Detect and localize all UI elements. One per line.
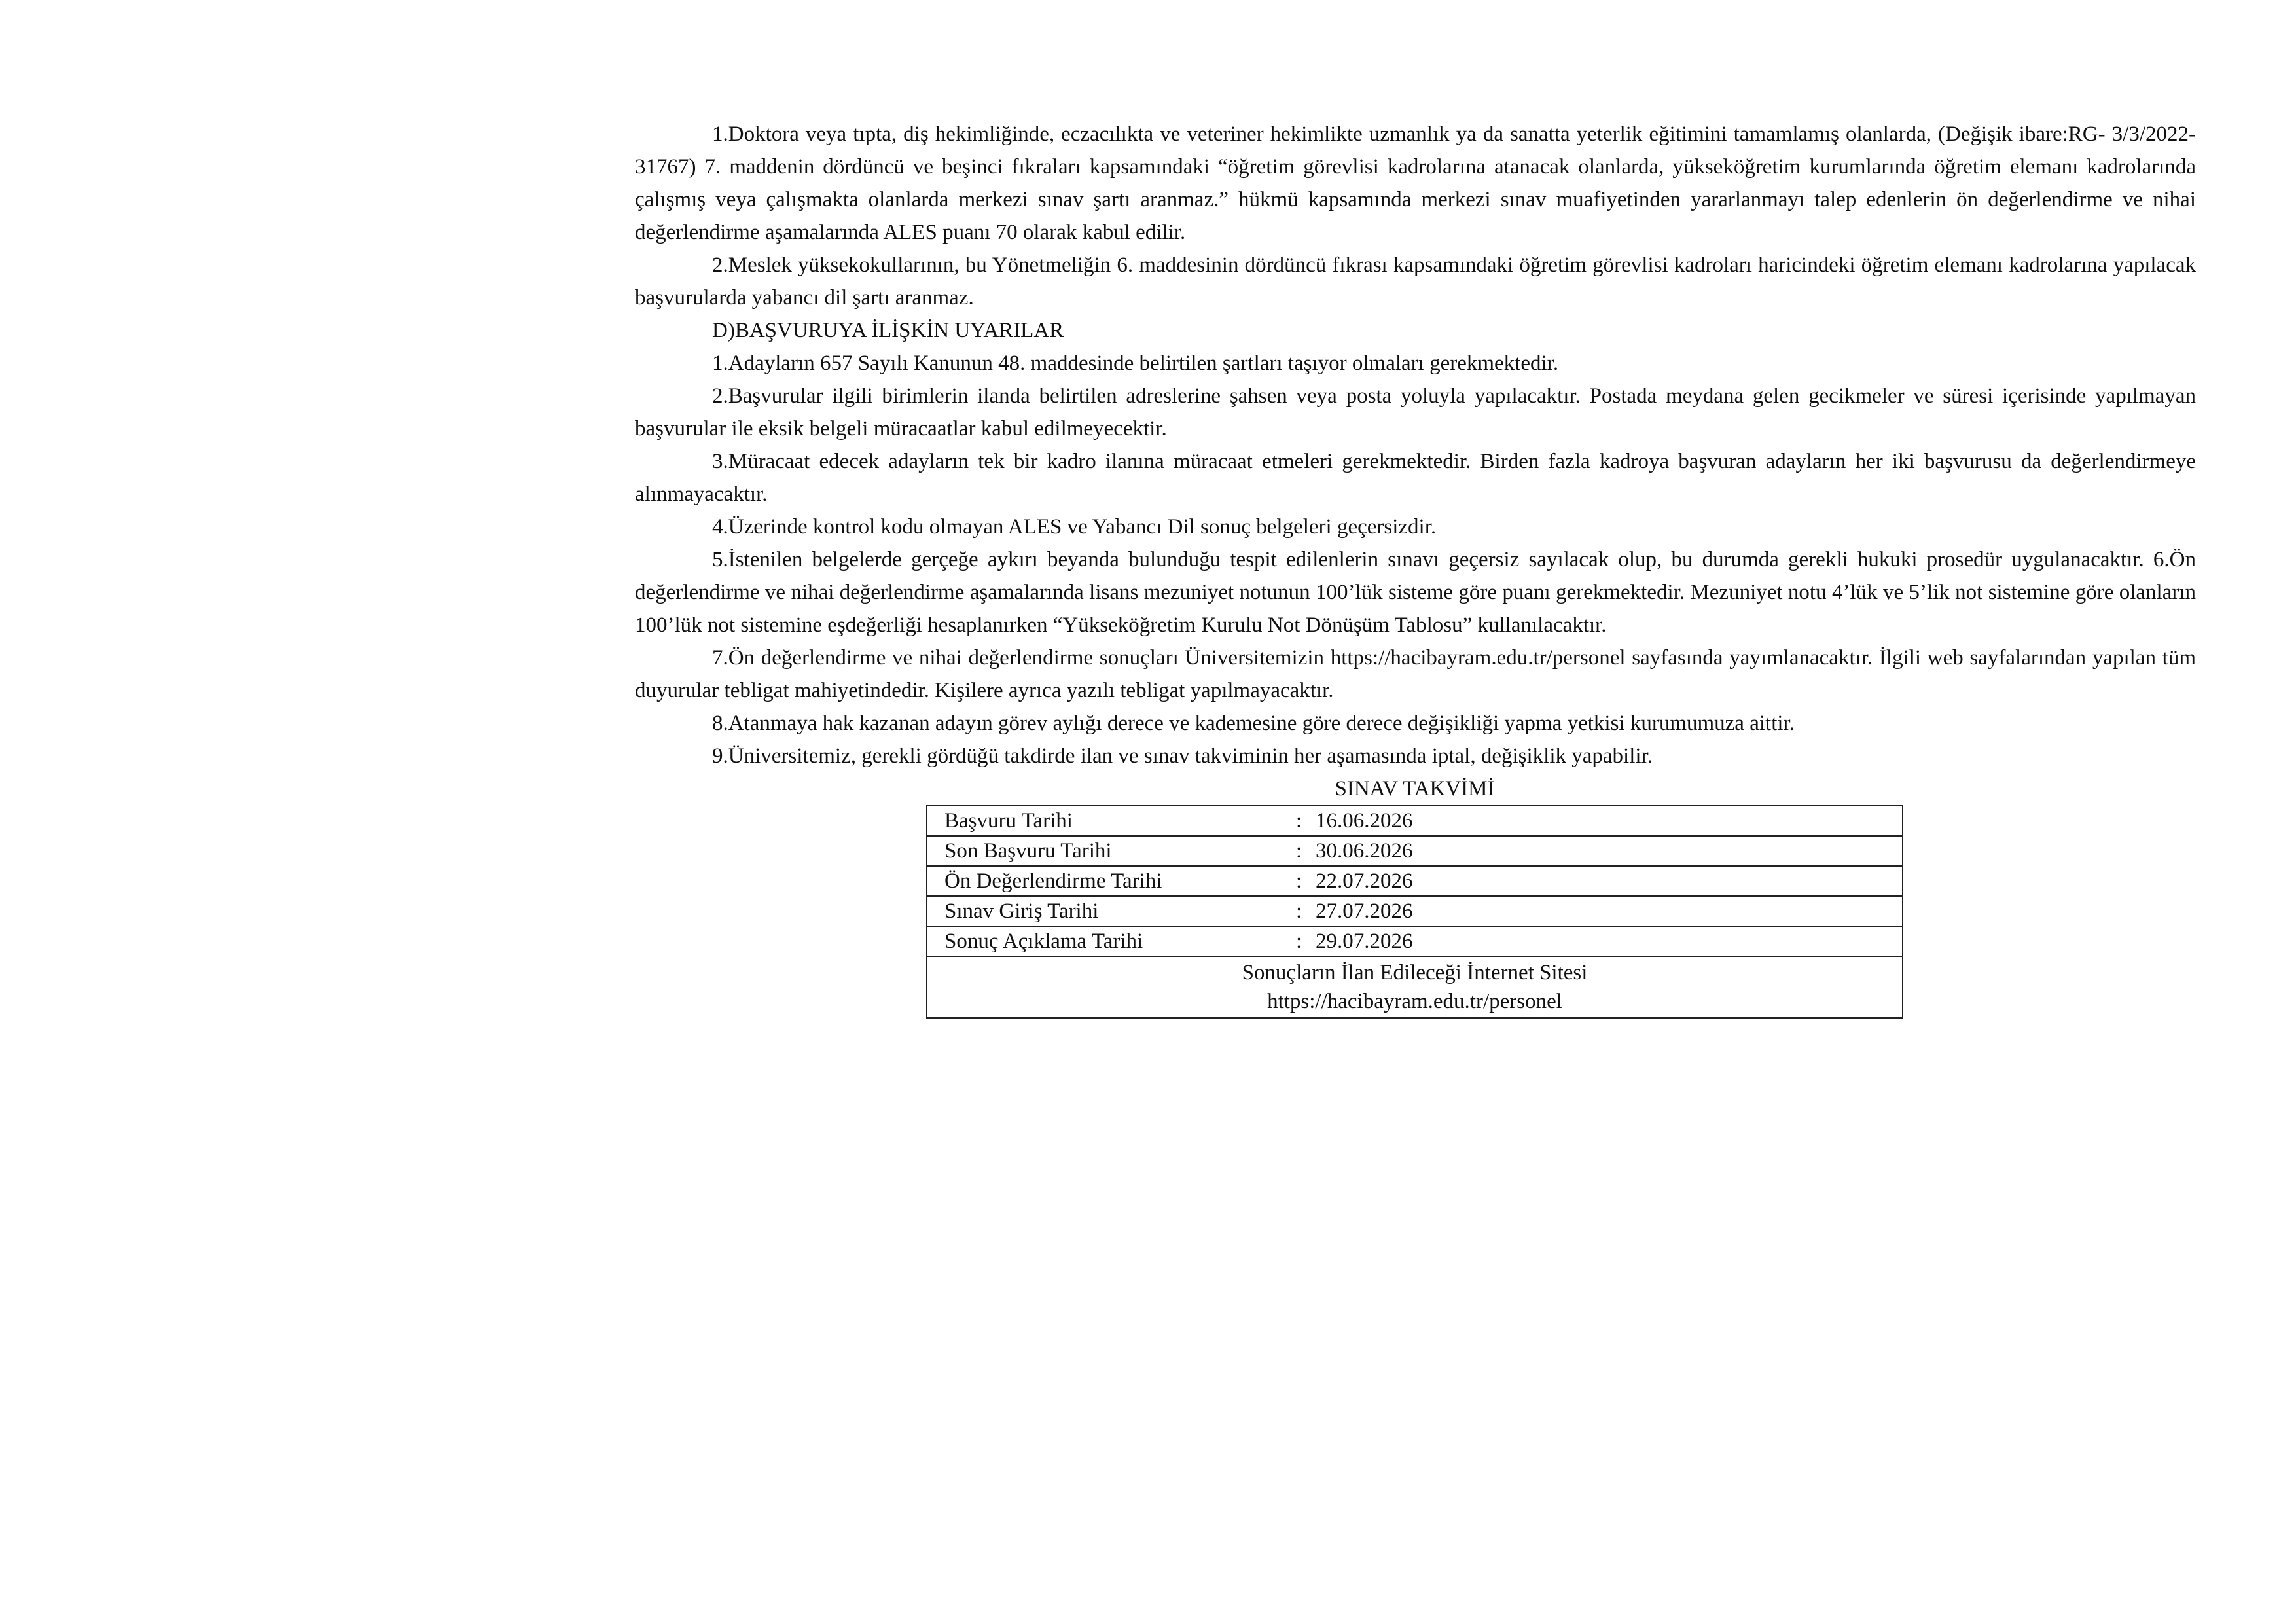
calendar-row	[927, 866, 1903, 896]
calendar-row-date: 29.07.2026	[1316, 929, 1413, 953]
paragraph-ales-exemption: 1.Doktora veya tıpta, diş hekimliğinde, eczacılıkta ve veteriner hekimlikte uzmanlık ya da sanatta yeterlik eğitimini tamamlamış olanlarda, (Değişik ibare:RG- 3/3/2022- 31767) 7. maddenin dördüncü ve beşinci fıkraları kapsamındaki “öğretim görevlisi kadrolarına atanacak olanlarda, yükseköğretim kurumlarında öğretim elemanı kadrolarında çalışmış veya çalışmakta olanlarda merkezi sınav şartı aranmaz.” hükmü kapsamında merkezi sınav muafiyetinden yararlanmayı talep edenlerin ön değerlendirme ve nihai değerlendirme aşamalarında ALES puanı 70 olarak kabul edilir.	[635, 122, 2196, 244]
calendar-row-separator: :	[1296, 899, 1302, 923]
results-website-title: Sonuçların İlan Edileceği İnternet Sitesi	[1242, 961, 1588, 984]
calendar-row-label: Ön Değerlendirme Tarihi	[944, 869, 1162, 893]
calendar-row-separator: :	[1296, 809, 1302, 833]
calendar-row	[927, 836, 1903, 866]
warning-item-3: 3.Müracaat edecek adayların tek bir kadro ilanına müracaat etmeleri gerekmektedir. Birden fazla kadroya başvuran adayların her iki başvurusu da değerlendirmeye alınmayacaktır.	[635, 450, 2196, 506]
document-body	[635, 118, 2196, 1019]
calendar-row-label: Son Başvuru Tarihi	[944, 839, 1112, 863]
calendar-row-date: 27.07.2026	[1316, 899, 1413, 923]
exam-calendar-table	[926, 805, 1903, 1019]
warning-item-7: 7.Ön değerlendirme ve nihai değerlendirme sonuçları Üniversitemizin https://hacibayram.edu.tr/personel sayfasında yayımlanacaktır. İlgili web sayfalarından yapılan tüm duyurular tebligat mahiyetindedir. Kişilere ayrıca yazılı tebligat yapılmayacaktır.	[635, 646, 2196, 702]
calendar-row-label: Başvuru Tarihi	[944, 809, 1073, 833]
calendar-row-label: Sınav Giriş Tarihi	[944, 899, 1099, 923]
calendar-row	[927, 806, 1903, 836]
calendar-row-separator: :	[1296, 869, 1302, 893]
calendar-row-date: 22.07.2026	[1316, 869, 1413, 893]
warning-item-5: 5.İstenilen belgelerde gerçeğe aykırı beyanda bulunduğu tespit edilenlerin sınavı geçersiz sayılacak olup, bu durumda gerekli hukuki prosedür uygulanacaktır. 6.Ön değerlendirme ve nihai değerlendirme aşamalarında lisans mezuniyet notunun 100’lük sisteme göre puanı gerekmektedir. Mezuniyet notu 4’lük ve 5’lik not sistemine göre olanların 100’lük not sistemine eşdeğerliği hesaplanırken “Yükseköğretim Kurulu Not Dönüşüm Tablosu” kullanılacaktır.	[635, 548, 2196, 637]
calendar-row-date: 30.06.2026	[1316, 839, 1413, 863]
warning-item-9: 9.Üniversitemiz, gerekli gördüğü takdirde ilan ve sınav takviminin her aşamasında iptal, değişiklik yapabilir.	[712, 744, 1653, 768]
warning-item-4: 4.Üzerinde kontrol kodu olmayan ALES ve Yabancı Dil sonuç belgeleri geçersizdir.	[712, 515, 1437, 539]
calendar-row-separator: :	[1296, 839, 1302, 863]
results-website-url: https://hacibayram.edu.tr/personel	[1267, 990, 1562, 1013]
calendar-row-label: Sonuç Açıklama Tarihi	[944, 929, 1143, 953]
warning-item-2: 2.Başvurular ilgili birimlerin ilanda belirtilen adreslerine şahsen veya posta yoluyla yapılacaktır. Postada meydana gelen gecikmeler ve süresi içerisinde yapılmayan başvurular ile eksik belgeli müracaatlar kabul edilmeyecektir.	[635, 384, 2196, 441]
calendar-row	[927, 926, 1903, 956]
section-heading: D)BAŞVURUYA İLİŞKİN UYARILAR	[712, 319, 1064, 342]
calendar-row	[927, 896, 1903, 926]
warning-item-1: 1.Adayların 657 Sayılı Kanunun 48. maddesinde belirtilen şartları taşıyor olmaları gerekmektedir.	[712, 352, 1559, 375]
exam-calendar-title: SINAV TAKVİMİ	[1335, 777, 1495, 801]
calendar-footer-row	[927, 956, 1903, 1018]
calendar-row-separator: :	[1296, 929, 1302, 953]
paragraph-language-requirement: 2.Meslek yüksekokullarının, bu Yönetmeliğin 6. maddesinin dördüncü fıkrası kapsamındaki öğretim görevlisi kadroları haricindeki öğretim elemanı kadrolarına yapılacak başvurularda yabancı dil şartı aranmaz.	[635, 253, 2196, 310]
calendar-row-date: 16.06.2026	[1316, 809, 1413, 833]
warning-item-8: 8.Atanmaya hak kazanan adayın görev aylığı derece ve kademesine göre derece değişikliği yapma yetkisi kurumumuza aittir.	[712, 712, 1795, 735]
